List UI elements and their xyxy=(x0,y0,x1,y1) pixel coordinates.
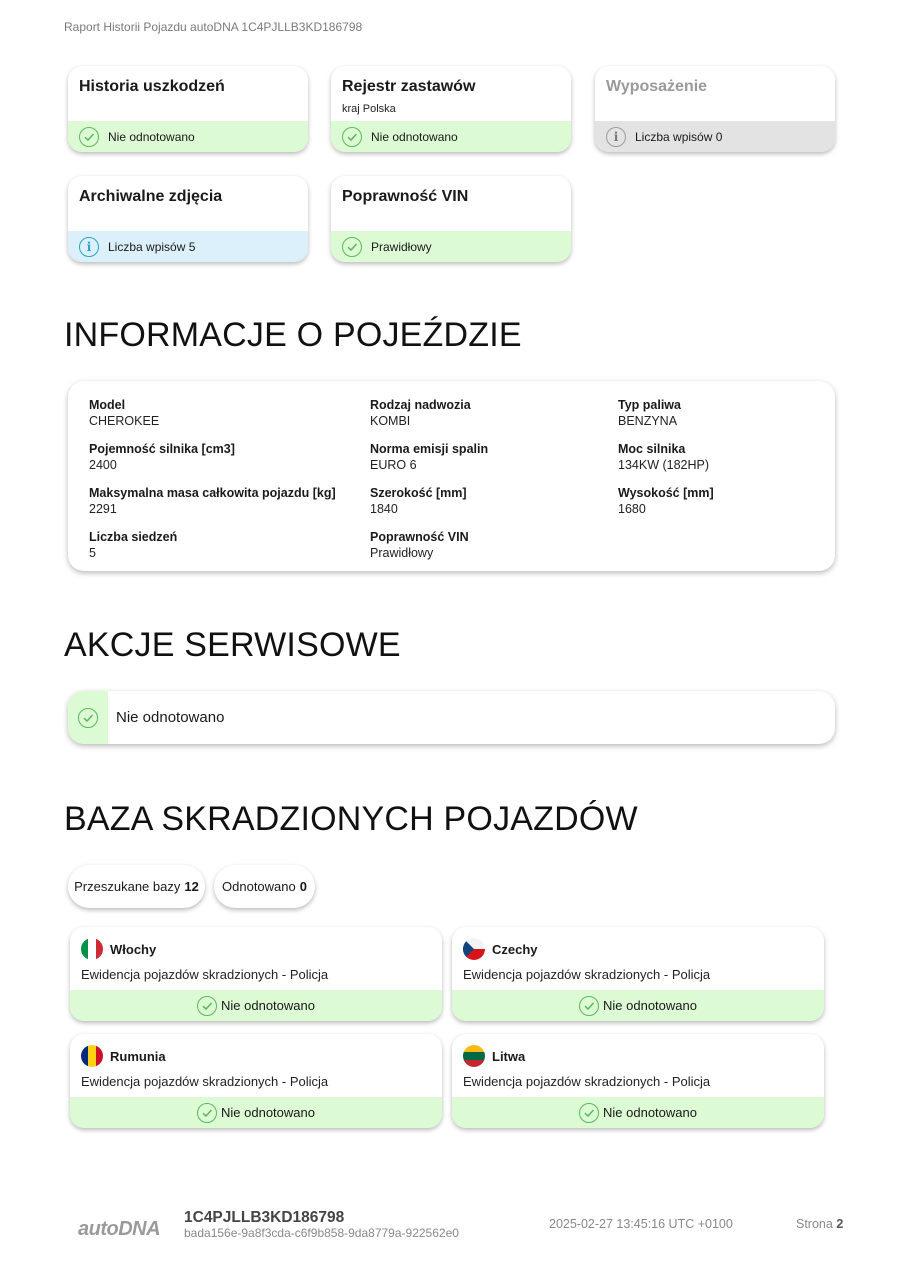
country-card-czechia[interactable] xyxy=(452,927,824,1021)
status-text: Liczba wpisów 0 xyxy=(635,129,723,144)
field-label: Maksymalna masa całkowita pojazdu [kg] xyxy=(89,486,336,500)
card-title: Poprawność VIN xyxy=(342,188,469,205)
footer-page-number xyxy=(796,1217,843,1231)
check-circle-icon xyxy=(579,1103,599,1123)
page-label: Strona xyxy=(796,1217,833,1231)
pill-count: 0 xyxy=(299,879,307,894)
country-header xyxy=(463,938,538,960)
field-max-mass xyxy=(89,485,336,517)
country-name: Rumunia xyxy=(110,1048,166,1064)
status-text: Nie odnotowano xyxy=(603,998,697,1013)
status-text: Nie odnotowano xyxy=(371,129,458,144)
field-width xyxy=(370,485,467,517)
lithuania-flag-icon xyxy=(463,1045,485,1067)
service-status-text: Nie odnotowano xyxy=(116,709,225,726)
autodna-logo: autoDNA xyxy=(78,1218,161,1240)
field-value: CHEROKEE xyxy=(89,414,160,428)
country-card-romania[interactable] xyxy=(70,1034,442,1128)
country-card-italy[interactable] xyxy=(70,927,442,1021)
page-header: Raport Historii Pojazdu autoDNA 1C4PJLLB3KD186798 xyxy=(64,20,363,34)
country-header xyxy=(81,938,156,960)
country-header xyxy=(463,1045,525,1067)
card-status xyxy=(68,231,308,262)
status-indicator xyxy=(68,691,108,744)
field-emission-norm xyxy=(370,441,488,473)
searched-databases-pill[interactable] xyxy=(68,865,205,908)
country-name: Litwa xyxy=(492,1048,526,1064)
country-name: Czechy xyxy=(492,941,538,957)
card-status xyxy=(595,121,835,152)
footer-vin: 1C4PJLLB3KD186798 xyxy=(184,1209,345,1226)
field-value: 1840 xyxy=(370,502,398,516)
country-status xyxy=(70,990,442,1021)
field-engine-power xyxy=(618,441,709,473)
card-status xyxy=(331,231,571,262)
card-pledge-register[interactable] xyxy=(331,66,571,152)
field-value: 5 xyxy=(89,546,96,560)
card-status xyxy=(331,121,571,152)
status-text: Liczba wpisów 5 xyxy=(108,239,196,254)
field-value: Prawidłowy xyxy=(370,546,434,560)
pill-label: Przeszukane bazy xyxy=(74,879,181,894)
status-text: Nie odnotowano xyxy=(108,129,195,144)
field-engine-capacity xyxy=(89,441,235,473)
country-name: Włochy xyxy=(110,941,157,957)
field-value: 134KW (182HP) xyxy=(618,458,710,472)
field-vin-validity xyxy=(370,529,469,561)
country-description: Ewidencja pojazdów skradzionych - Policja xyxy=(463,967,711,982)
country-status xyxy=(452,990,824,1021)
card-subtitle: kraj Polska xyxy=(342,103,396,115)
page-number: 2 xyxy=(836,1217,844,1231)
romania-flag-icon xyxy=(81,1045,103,1067)
card-equipment[interactable] xyxy=(595,66,835,152)
footer-report-hash: bada156e-9a8f3cda-c6f9b858-9da8779a-922562e0 xyxy=(184,1226,459,1240)
pill-label: Odnotowano xyxy=(222,879,296,894)
check-circle-icon xyxy=(197,1103,217,1123)
field-label: Wysokość [mm] xyxy=(618,486,714,500)
field-label: Szerokość [mm] xyxy=(370,486,467,500)
check-circle-icon xyxy=(342,127,362,147)
check-circle-icon xyxy=(342,237,362,257)
card-damage-history[interactable] xyxy=(68,66,308,152)
field-model xyxy=(89,397,159,429)
field-value: 2400 xyxy=(89,458,117,472)
status-text: Nie odnotowano xyxy=(603,1105,697,1120)
status-text: Prawidłowy xyxy=(371,239,432,254)
field-value: BENZYNA xyxy=(618,414,678,428)
card-archive-photos[interactable] xyxy=(68,176,308,262)
field-label: Model xyxy=(89,398,126,412)
service-actions-box xyxy=(68,691,835,744)
country-card-lithuania[interactable] xyxy=(452,1034,824,1128)
card-title: Historia uszkodzeń xyxy=(79,78,225,95)
italy-flag-icon xyxy=(81,938,103,960)
field-label: Liczba siedzeń xyxy=(89,530,178,544)
country-header xyxy=(81,1045,166,1067)
check-circle-icon xyxy=(579,996,599,1016)
country-description: Ewidencja pojazdów skradzionych - Policja xyxy=(81,1074,329,1089)
field-label: Pojemność silnika [cm3] xyxy=(89,442,235,456)
footer-datetime: 2025-02-27 13:45:16 UTC +0100 xyxy=(549,1217,733,1231)
status-text: Nie odnotowano xyxy=(221,1105,315,1120)
field-body-type xyxy=(370,397,471,429)
field-fuel-type xyxy=(618,397,681,429)
field-height xyxy=(618,485,714,517)
card-vin-validity[interactable] xyxy=(331,176,571,262)
check-circle-icon xyxy=(79,127,99,147)
field-label: Typ paliwa xyxy=(618,398,681,412)
country-description: Ewidencja pojazdów skradzionych - Policja xyxy=(463,1074,711,1089)
country-status xyxy=(70,1097,442,1128)
country-description: Ewidencja pojazdów skradzionych - Policja xyxy=(81,967,329,982)
status-text: Nie odnotowano xyxy=(221,998,315,1013)
field-label: Rodzaj nadwozia xyxy=(370,398,471,412)
card-title: Archiwalne zdjęcia xyxy=(79,188,223,205)
card-status xyxy=(68,121,308,152)
info-icon: i xyxy=(79,237,99,257)
vehicle-info-box xyxy=(68,381,835,571)
field-label: Poprawność VIN xyxy=(370,530,469,544)
field-label: Moc silnika xyxy=(618,442,686,456)
field-seats xyxy=(89,529,177,561)
pill-count: 12 xyxy=(184,879,199,894)
card-title: Wyposażenie xyxy=(606,78,708,95)
field-label: Norma emisji spalin xyxy=(370,442,489,456)
check-circle-icon xyxy=(78,708,98,728)
field-value: EURO 6 xyxy=(370,458,417,472)
country-status xyxy=(452,1097,824,1128)
recorded-pill[interactable] xyxy=(214,865,315,908)
field-value: 2291 xyxy=(89,502,117,516)
info-icon: i xyxy=(606,127,626,147)
service-section-title: AKCJE SERWISOWE xyxy=(64,626,401,664)
stolen-section-title: BAZA SKRADZIONYCH POJAZDÓW xyxy=(64,800,638,838)
vehicle-section-title: INFORMACJE O POJEŹDZIE xyxy=(64,316,522,354)
czechia-flag-icon xyxy=(463,938,485,960)
field-value: 1680 xyxy=(618,502,646,516)
check-circle-icon xyxy=(197,996,217,1016)
field-value: KOMBI xyxy=(370,414,411,428)
card-title: Rejestr zastawów xyxy=(342,78,476,95)
